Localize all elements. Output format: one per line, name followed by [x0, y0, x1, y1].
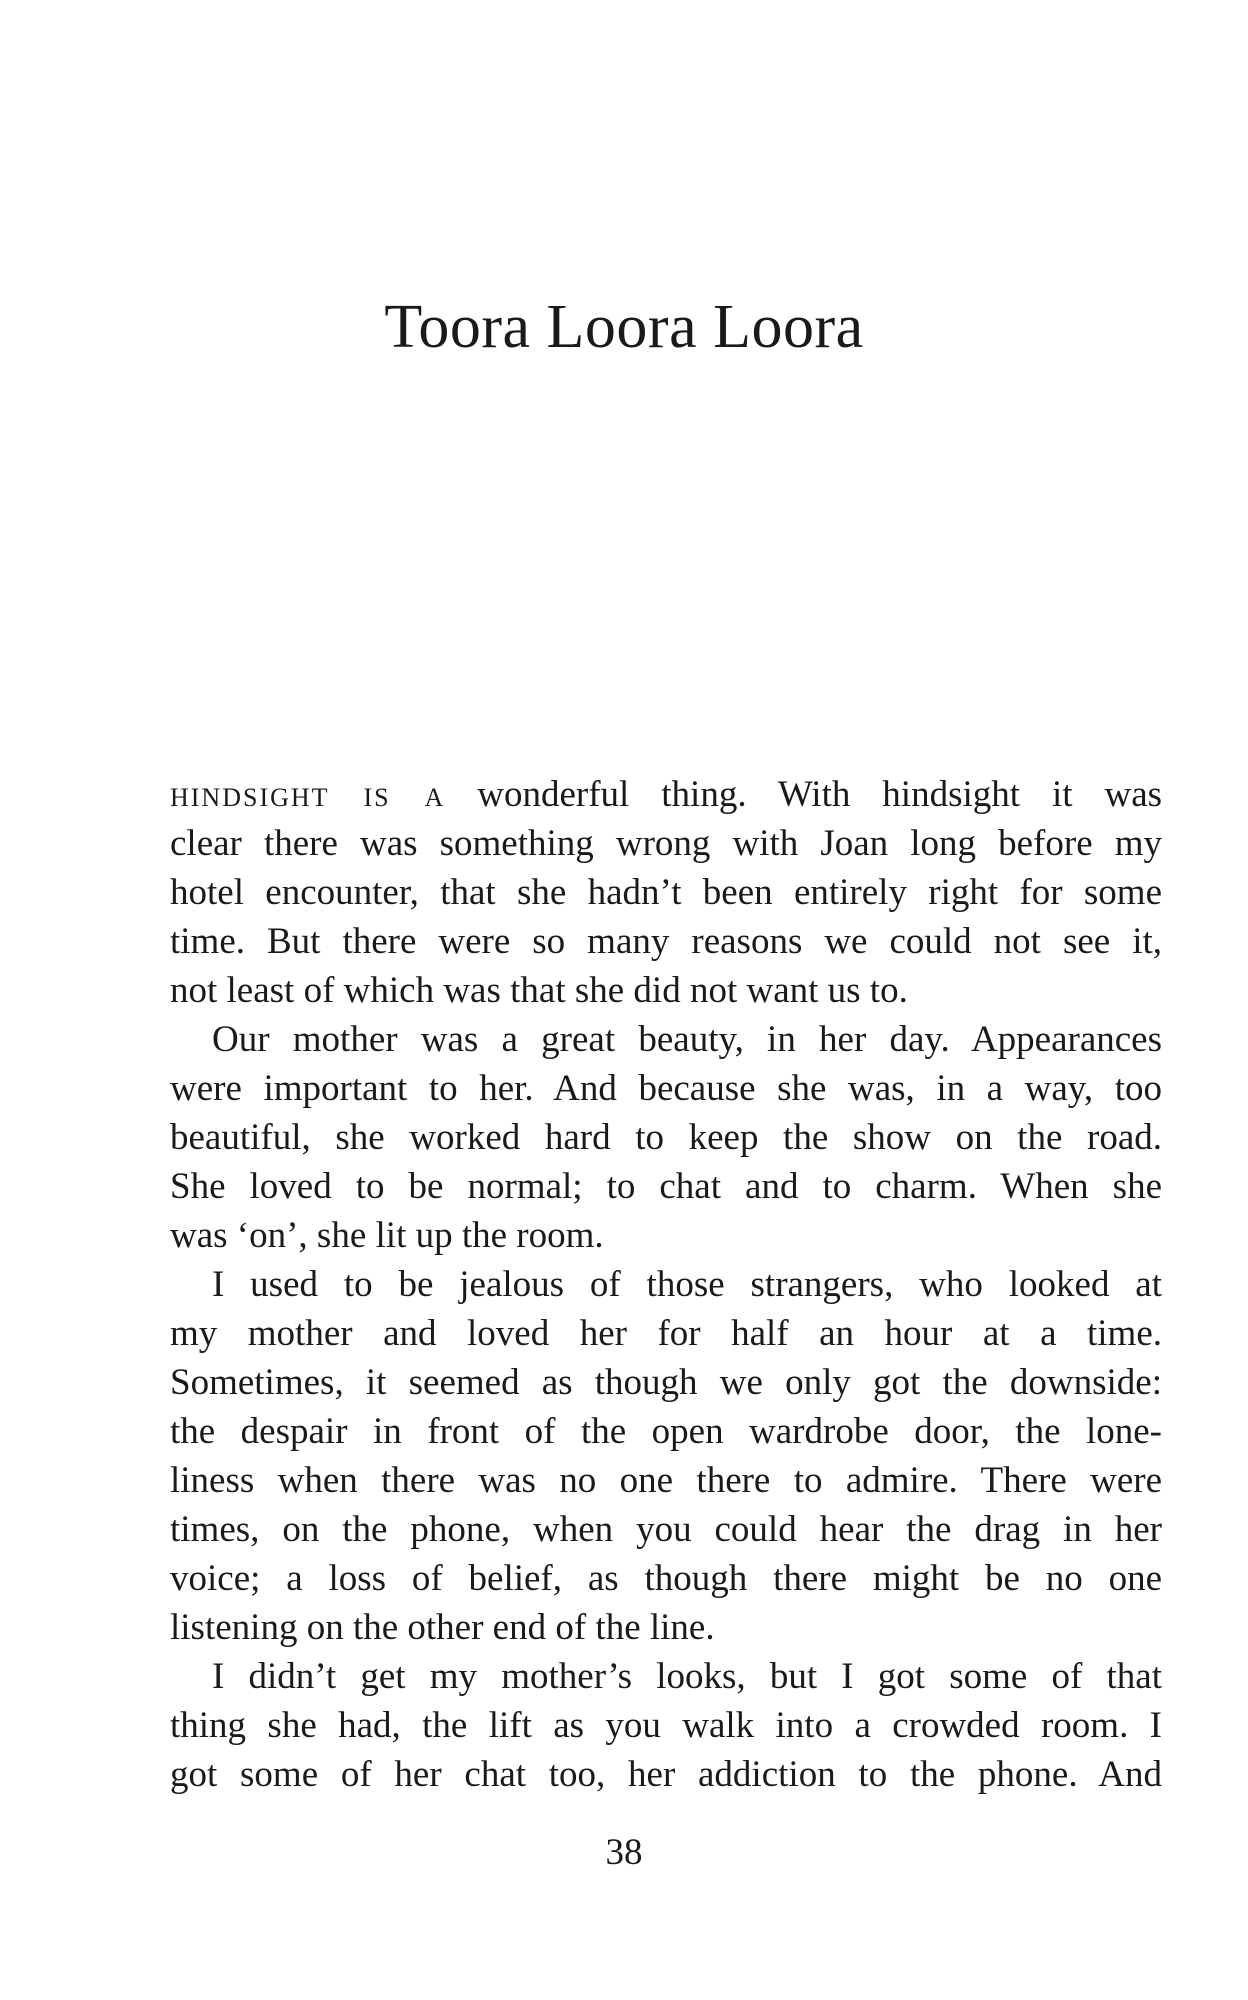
paragraph-1: [170, 770, 1162, 1015]
opening-small-caps: hindsight is a: [170, 774, 446, 815]
text-line: clear there was something wrong with Joan long before my: [170, 823, 1162, 864]
text-line: Our mother was a great beauty, in her day. Appearances: [212, 1019, 1162, 1060]
text-line: got some of her chat too, her addiction to the phone. And: [170, 1754, 1162, 1795]
text-line: I didn’t get my mother’s looks, but I got some of that: [212, 1656, 1162, 1697]
text-line: was ‘on’, she lit up the room.: [170, 1215, 604, 1256]
text-line: hindsight is a wonderful thing. With hindsight it was: [170, 774, 1163, 815]
text-line: beautiful, she worked hard to keep the show on the road.: [170, 1117, 1162, 1158]
text-line: my mother and loved her for half an hour at a time.: [170, 1313, 1162, 1354]
text-line: liness when there was no one there to admire. There were: [170, 1460, 1162, 1501]
page-number: 38: [605, 1832, 643, 1873]
text-line: the despair in front of the open wardrobe door, the lone-: [170, 1411, 1162, 1452]
chapter-title: Toora Loora Loora: [384, 293, 864, 361]
text-line: hotel encounter, that she hadn’t been entirely right for some: [170, 872, 1162, 913]
text-line: voice; a loss of belief, as though there might be no one: [170, 1558, 1162, 1599]
text-line: Sometimes, it seemed as though we only got the downside:: [170, 1362, 1162, 1403]
paragraph-4: [170, 1652, 1162, 1799]
text-line: not least of which was that she did not want us to.: [170, 970, 908, 1011]
text-line: thing she had, the lift as you walk into a crowded room. I: [170, 1705, 1162, 1746]
paragraph-2: [170, 1015, 1162, 1260]
text-line: were important to her. And because she was, in a way, too: [170, 1068, 1162, 1109]
body-text: [170, 770, 1162, 1799]
text-line: time. But there were so many reasons we could not see it,: [170, 921, 1162, 962]
paragraph-3: [170, 1260, 1162, 1652]
text-line: She loved to be normal; to chat and to charm. When she: [170, 1166, 1162, 1207]
text-line: listening on the other end of the line.: [170, 1607, 715, 1648]
text-line: times, on the phone, when you could hear the drag in her: [170, 1509, 1162, 1550]
text-line: I used to be jealous of those strangers, who looked at: [212, 1264, 1162, 1305]
